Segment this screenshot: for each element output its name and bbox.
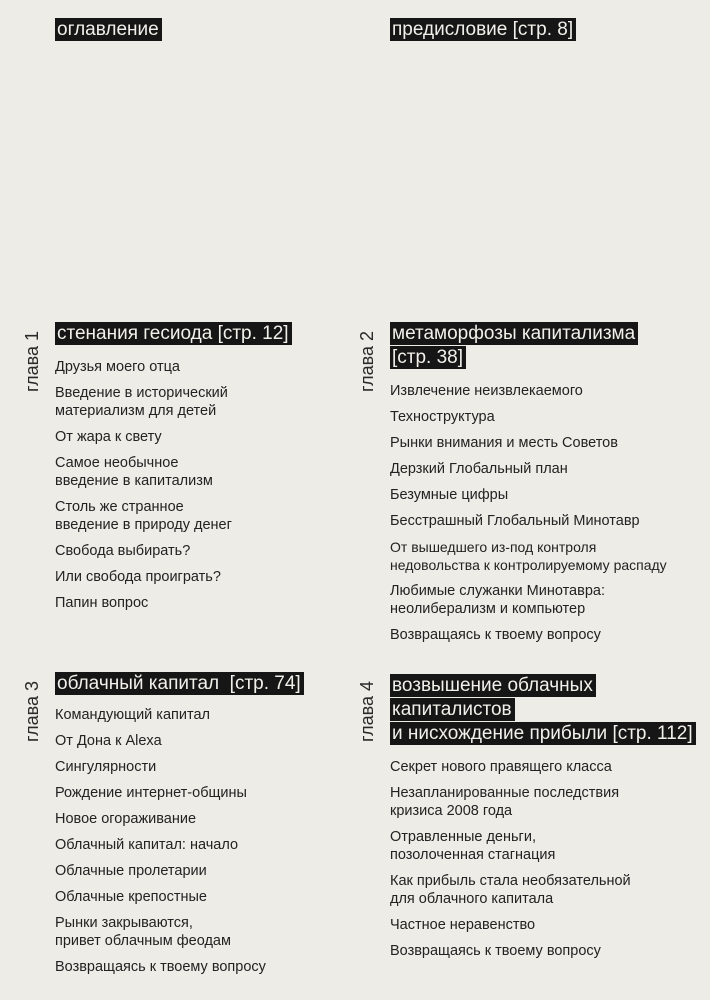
list-item: Введение в исторический материализм для детей (55, 385, 228, 419)
chapter-3-list (55, 706, 355, 976)
list-item: Папин вопрос (55, 595, 149, 611)
preface-title: предисловие [стр. 8] (390, 18, 576, 41)
list-item: Облачные пролетарии (55, 863, 207, 879)
list-item: Извлечение неизвлекаемого (390, 383, 583, 399)
chapter-3-label: глава 3 (22, 680, 42, 742)
chapter-2 (390, 322, 710, 652)
list-item: От вышедшего из-под контроля недовольства к контролируемому распаду (390, 539, 667, 573)
list-item: Новое огораживание (55, 811, 197, 827)
list-item: Как прибыль стала необязательной для облачного капитала (390, 873, 631, 907)
list-item: Секрет нового правящего класса (390, 759, 612, 775)
toc-title-text: оглавление (55, 18, 162, 41)
list-item: Облачный капитал: начало (55, 837, 239, 853)
chapter-4-heading: возвышение облачных капиталистов и нисхождение прибыли [стр. 112] (390, 674, 710, 746)
list-item: Рынки закрываются, привет облачным феодам (55, 915, 231, 949)
list-item: Рынки внимания и месть Советов (390, 435, 618, 451)
chapter-4-list (390, 758, 710, 960)
list-item: Бесстрашный Глобальный Минотавр (390, 513, 640, 529)
list-item: Сингулярности (55, 759, 157, 775)
list-item: Командующий капитал (55, 707, 210, 723)
list-item: Свобода выбирать? (55, 543, 191, 559)
list-item: Отравленные деньги, позолоченная стагнация (390, 829, 556, 863)
list-item: Безумные цифры (390, 487, 509, 503)
list-item: Возвращаясь к твоему вопросу (390, 627, 601, 643)
toc-title (55, 18, 162, 41)
list-item: Или свобода проиграть? (55, 569, 221, 585)
chapter-1-list (55, 358, 355, 612)
list-item: Столь же странное введение в природу денег (55, 499, 232, 533)
list-item: Возвращаясь к твоему вопросу (55, 959, 266, 975)
chapter-2-list (390, 382, 710, 644)
list-item: Друзья моего отца (55, 359, 180, 375)
chapter-2-heading: метаморфозы капитализма [стр. 38] (390, 322, 710, 370)
list-item: Частное неравенство (390, 917, 536, 933)
list-item: Незапланированные последствия кризиса 2008 года (390, 785, 620, 819)
list-item: Возвращаясь к твоему вопросу (390, 943, 601, 959)
list-item: От Дона к Alexa (55, 733, 162, 749)
chapter-1-heading: стенания гесиода [стр. 12] (55, 322, 355, 346)
list-item: Дерзкий Глобальный план (390, 461, 568, 477)
chapter-3-heading: облачный капитал [стр. 74] (55, 672, 355, 696)
list-item: Любимые служанки Минотавра: неолиберализм и компьютер (390, 583, 605, 617)
chapter-4-label: глава 4 (357, 680, 377, 742)
list-item: Облачные крепостные (55, 889, 207, 905)
list-item: Самое необычное введение в капитализм (55, 455, 213, 489)
chapter-4 (390, 674, 710, 968)
chapter-1-label: глава 1 (22, 330, 42, 392)
list-item: От жара к свету (55, 429, 162, 445)
chapter-2-label: глава 2 (357, 330, 377, 392)
list-item: Рождение интернет-общины (55, 785, 247, 801)
chapter-3 (55, 672, 355, 984)
preface-heading (390, 18, 576, 41)
list-item: Техноструктура (390, 409, 495, 425)
chapter-1 (55, 322, 355, 620)
